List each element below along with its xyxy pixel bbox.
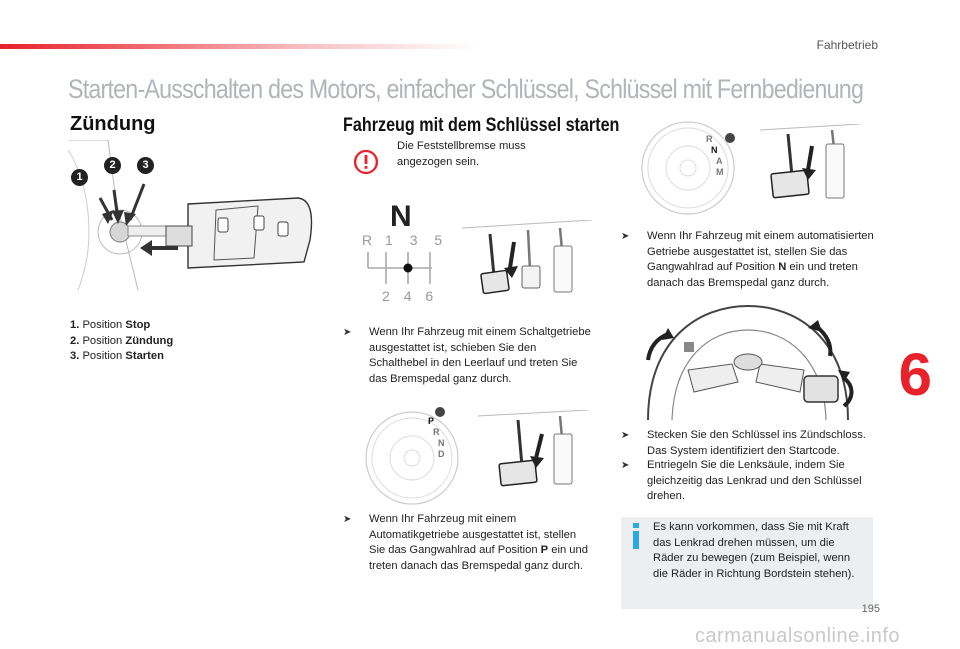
- gearshift-pattern: [360, 248, 440, 288]
- arrow-bullet-icon: ➤: [621, 231, 630, 242]
- chapter-number: 6: [898, 341, 932, 408]
- gear-top-row: R 1 3 5: [362, 232, 443, 248]
- pedals-robot-illustration: [760, 124, 860, 214]
- gear-bottom-row: 2 4 6: [382, 288, 434, 304]
- heading-ignition: Zündung: [70, 113, 156, 135]
- warning-icon: [352, 148, 380, 176]
- steering-wheel-illustration: [628, 300, 873, 420]
- step-insert-key: ➤ Stecken Sie den Schlüssel ins Zündschloss. Das System identifiziert den Startcode.: [621, 429, 866, 457]
- arrow-bullet-icon: ➤: [343, 327, 352, 338]
- list-item: 2. Position Zündung: [70, 334, 174, 347]
- handbrake-warning: Die Feststellbremse muss angezogen sein.: [397, 140, 526, 168]
- page-number: 195: [861, 603, 880, 615]
- arrow-bullet-icon: ➤: [343, 514, 352, 525]
- list-item: 1. Position Stop: [70, 319, 151, 331]
- arrow-bullet-icon: ➤: [621, 460, 630, 471]
- info-box: [621, 517, 873, 609]
- heading-start-with-key: Fahrzeug mit dem Schlüssel starten: [343, 115, 620, 136]
- selector-n-letters: R N A M: [706, 134, 724, 177]
- callout-2: 2: [104, 157, 121, 174]
- info-icon: [631, 523, 641, 549]
- page-title: Starten-Ausschalten des Motors, einfacher Schlüssel, Schlüssel mit Fernbedienung: [68, 74, 864, 104]
- callout-3: 3: [137, 157, 154, 174]
- gear-selector-p-illustration: [362, 400, 472, 510]
- ignition-position-list: [70, 318, 173, 365]
- arrow-bullet-icon: ➤: [621, 430, 630, 441]
- gear-neutral-label: N: [390, 200, 412, 233]
- info-text: Es kann vorkommen, dass Sie mit Kraft das Lenkrad drehen müssen, um die Räder zu bewegen (zum Beispiel, wenn die Räder in Richtung Bordstein stehen).: [653, 521, 855, 580]
- pedals-manual-illustration: [462, 220, 592, 300]
- section-label: Fahrbetrieb: [816, 38, 878, 52]
- selector-p-letters: P R N D: [428, 416, 445, 459]
- step-automated-gearbox: ➤ Wenn Ihr Fahrzeug mit einem automatisierten Getriebe ausgestattet ist, stellen Sie das Gangwahlrad auf Position N ein und treten danach das Bremspedal ganz durch.: [621, 230, 874, 289]
- step-unlock-steering: ➤ Entriegeln Sie die Lenksäule, indem Sie gleichzeitig das Lenkrad und den Schlüssel drehen.: [621, 459, 862, 503]
- watermark: carmanualsonline.info: [694, 625, 900, 647]
- step-manual-gearbox: ➤ Wenn Ihr Fahrzeug mit einem Schaltgetriebe ausgestattet ist, schieben Sie den Schalthebel in den Leerlauf und treten Sie das Bremspedal ganz durch.: [343, 326, 591, 385]
- pedals-auto-illustration: [478, 410, 588, 500]
- list-item: 3. Position Starten: [70, 350, 164, 362]
- callout-1: 1: [71, 169, 88, 186]
- step-automatic-gearbox: ➤ Wenn Ihr Fahrzeug mit einem Automatikgetriebe ausgestattet ist, stellen Sie das Gangwahlrad auf Position P ein und treten danach das Bremspedal ganz durch.: [343, 513, 588, 572]
- header-accent-bar: [0, 44, 480, 49]
